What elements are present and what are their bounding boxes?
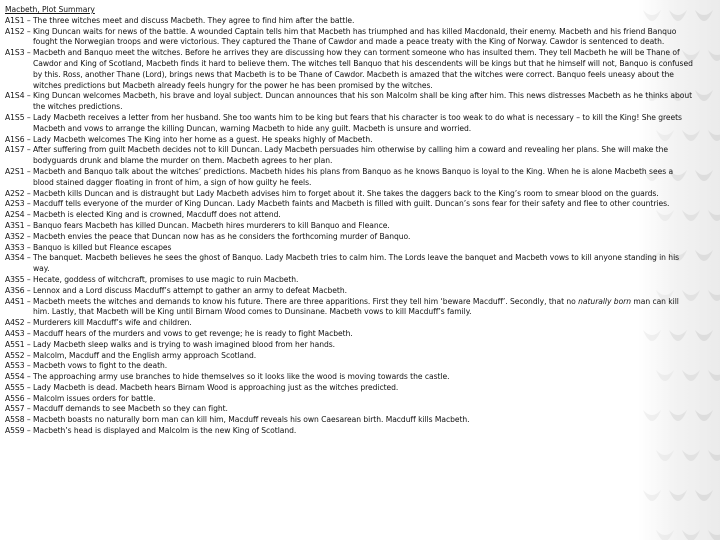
scene-separator: – <box>24 15 33 25</box>
scene-summary: Banquo fears Macbeth has killed Duncan. Macbeth hires murderers to kill Banquo and Fleance. <box>32 220 390 230</box>
scene-summary: Macbeth and Banquo meet the witches. Before he arrives they are discussing how they can torment someone who has insulted them. They tell Macbeth he will be Thane of Cawdor and King of Scotland, Macbeth finds it hard to believe them. The witches tell Banquo that his descendents will be kings but that he himself will not, Banquo is confused by this. Ross, another Thane (Lord), brings news that Macbeth is to be Thane of Cawdor. Macbeth is amazed that the witches were correct. Banquo feels uneasy about the witches predictions but Macbeth already feels hungry for the power he has been promised by the witches. <box>32 48 693 90</box>
pattern-motif <box>682 450 700 461</box>
scene-entry <box>5 210 695 221</box>
scene-separator: – <box>24 339 33 349</box>
pattern-motif <box>669 490 687 501</box>
scene-code: A1S4 <box>5 91 25 101</box>
scene-separator: – <box>24 26 33 36</box>
scene-separator: – <box>24 188 33 198</box>
scene-separator: – <box>24 210 33 220</box>
scene-separator: – <box>24 361 33 371</box>
scene-entry <box>5 167 695 189</box>
scene-code: A3S1 <box>5 220 25 230</box>
scene-separator: – <box>24 145 33 155</box>
scene-summary: King Duncan waits for news of the battle. A wounded Captain tells him that Macbeth has triumphed and has killed Macdonald, their enemy. Macbeth and his friend Banquo fought the Norwegian troops and were victorious. They captured the Thane of Cawdor and made a peace treaty with the King of Norway. Cawdor is sentenced to death. <box>32 26 677 47</box>
scene-code: A3S4 <box>5 253 25 263</box>
scene-separator: – <box>24 382 33 392</box>
scene-code: A3S2 <box>5 231 25 241</box>
scene-summary: Macduff tells everyone of the murder of King Duncan. Lady Macbeth faints and Macbeth is filled with guilt. Duncan’s sons fear for their safety and flee to other countries. <box>32 199 670 209</box>
scene-entry <box>5 221 695 232</box>
scene-separator: – <box>24 318 33 328</box>
scene-entry <box>5 91 695 113</box>
scene-entry <box>5 404 695 415</box>
scene-entry <box>5 232 695 243</box>
scene-summary: The approaching army use branches to hide themselves so it looks like the wood is moving towards the castle. <box>32 372 450 382</box>
entry-list <box>5 16 695 437</box>
scene-entry <box>5 48 695 91</box>
scene-summary: The three witches meet and discuss Macbeth. They agree to find him after the battle. <box>32 15 355 25</box>
scene-entry <box>5 189 695 200</box>
pattern-motif <box>708 370 720 381</box>
scene-entry <box>5 113 695 135</box>
scene-separator: – <box>24 231 33 241</box>
scene-summary: Macbeth and Banquo talk about the witches’ predictions. Macbeth hides his plans from Banquo as he knows Banquo is loyal to the King. When he is alone Macbeth sees a blood stained dagger floating in front of him, a sign of how guilty he feels. <box>32 166 674 187</box>
scene-entry <box>5 199 695 210</box>
scene-summary: Hecate, goddess of witchcraft, promises to use magic to ruin Macbeth. <box>32 274 299 284</box>
scene-separator: – <box>24 296 33 306</box>
scene-entry <box>5 145 695 167</box>
scene-summary: Macbeth kills Duncan and is distraught but Lady Macbeth advises him to forget about it. She takes the daggers back to the King’s room to smear blood on the guards. <box>32 188 659 198</box>
scene-code: A5S8 <box>5 415 25 425</box>
scene-code: A5S7 <box>5 404 25 414</box>
scene-code: A1S1 <box>5 15 25 25</box>
scene-code: A2S2 <box>5 188 25 198</box>
scene-code: A1S2 <box>5 26 25 36</box>
scene-summary: Macbeth vows to fight to the death. <box>32 361 168 371</box>
scene-separator: – <box>24 48 33 58</box>
scene-summary: Lady Macbeth is dead. Macbeth hears Birnam Wood is approaching just as the witches predicted. <box>32 382 399 392</box>
scene-summary: Banquo is killed but Fleance escapes <box>32 242 172 252</box>
scene-separator: – <box>24 415 33 425</box>
scene-summary: Macbeth boasts no naturally born man can kill him, Macduff reveals his own Caesarean birth. Macduff kills Macbeth. <box>32 415 470 425</box>
scene-code: A3S3 <box>5 242 25 252</box>
pattern-motif <box>695 170 713 181</box>
scene-code: A4S1 <box>5 296 25 306</box>
scene-code: A5S1 <box>5 339 25 349</box>
scene-separator: – <box>24 426 33 436</box>
scene-separator: – <box>24 372 33 382</box>
pattern-motif <box>656 450 674 461</box>
scene-summary: Macbeth envies the peace that Duncan now has as he considers the forthcoming murder of Banquo. <box>32 231 411 241</box>
scene-code: A2S4 <box>5 210 25 220</box>
pattern-motif <box>695 490 713 501</box>
pattern-motif <box>708 290 720 301</box>
scene-separator: – <box>24 199 33 209</box>
emphasis-text: naturally born <box>578 296 632 306</box>
scene-code: A5S4 <box>5 372 25 382</box>
pattern-motif <box>708 450 720 461</box>
scene-separator: – <box>24 91 33 101</box>
scene-code: A5S2 <box>5 350 25 360</box>
scene-summary: After suffering from guilt Macbeth decides not to kill Duncan. Lady Macbeth persuades him otherwise by calling him a coward and revealing her plans. She will make the bodyguards drunk and blame the murder on them. Macbeth agrees to her plan. <box>32 145 668 166</box>
scene-code: A3S5 <box>5 274 25 284</box>
pattern-motif <box>695 90 713 101</box>
scene-code: A1S3 <box>5 48 25 58</box>
scene-code: A2S3 <box>5 199 25 209</box>
pattern-motif <box>708 130 720 141</box>
scene-summary: The banquet. Macbeth believes he sees the ghost of Banquo. Lady Macbeth tries to calm him. The Lords leave the banquet and Macbeth vows to kill anyone standing in his way. <box>32 253 680 274</box>
scene-entry <box>5 135 695 146</box>
scene-entry <box>5 415 695 426</box>
pattern-motif <box>643 490 661 501</box>
scene-summary: Lady Macbeth sleep walks and is trying to wash imagined blood from her hands. <box>32 339 336 349</box>
scene-summary: King Duncan welcomes Macbeth, his brave and loyal subject. Duncan announces that his son Malcolm shall be king after him. This news distresses Macbeth as he thinks about the witches predictions. <box>32 91 693 112</box>
scene-entry <box>5 297 695 319</box>
scene-entry <box>5 318 695 329</box>
scene-separator: – <box>24 166 33 176</box>
scene-separator: – <box>24 253 33 263</box>
scene-summary: Macbeth’s head is displayed and Malcolm is the new King of Scotland. <box>32 426 297 436</box>
scene-summary: Macbeth is elected King and is crowned, Macduff does not attend. <box>32 210 281 220</box>
scene-entry <box>5 253 695 275</box>
scene-separator: – <box>24 112 33 122</box>
pattern-motif <box>695 10 713 21</box>
pattern-motif <box>708 530 720 540</box>
scene-entry <box>5 383 695 394</box>
scene-summary: Lennox and a Lord discuss Macduff’s attempt to gather an army to defeat Macbeth. <box>32 285 347 295</box>
scene-separator: – <box>24 393 33 403</box>
scene-separator: – <box>24 285 33 295</box>
scene-entry <box>5 16 695 27</box>
scene-code: A4S3 <box>5 328 25 338</box>
scene-entry <box>5 351 695 362</box>
scene-entry <box>5 286 695 297</box>
plot-summary-document <box>5 5 695 437</box>
scene-summary: Macduff demands to see Macbeth so they can fight. <box>32 404 228 414</box>
scene-entry <box>5 426 695 437</box>
pattern-motif <box>695 330 713 341</box>
scene-code: A3S6 <box>5 285 25 295</box>
scene-entry <box>5 243 695 254</box>
scene-entry <box>5 372 695 383</box>
scene-summary: Macbeth meets the witches and demands to know his future. There are three apparitions. First they tell him ‘beware Macduff’. Secondly, that no naturally born man can kill him. Lastly, that Macbeth will be King until Birnam Wood comes to Dunsinane. Macbeth vows to kill Macduff’s family. <box>32 296 679 317</box>
scene-code: A1S6 <box>5 134 25 144</box>
pattern-motif <box>695 410 713 421</box>
scene-separator: – <box>24 350 33 360</box>
document-title: Macbeth, Plot Summary <box>5 5 95 14</box>
scene-entry <box>5 275 695 286</box>
pattern-motif <box>695 250 713 261</box>
scene-code: A5S3 <box>5 361 25 371</box>
scene-separator: – <box>24 328 33 338</box>
scene-entry <box>5 27 695 49</box>
scene-entry <box>5 340 695 351</box>
scene-summary: Malcolm issues orders for battle. <box>32 393 156 403</box>
scene-summary: Murderers kill Macduff’s wife and children. <box>32 318 192 328</box>
scene-code: A5S6 <box>5 393 25 403</box>
scene-summary: Lady Macbeth receives a letter from her husband. She too wants him to be king but fears that his character is too weak to do what is necessary – to kill the King! She greets Macbeth and vows to arrange the killing Duncan, warning Macbeth to hide any guilt. Macbeth is unsure and worried. <box>32 112 682 133</box>
scene-separator: – <box>24 220 33 230</box>
scene-code: A4S2 <box>5 318 25 328</box>
scene-entry <box>5 361 695 372</box>
pattern-motif <box>656 530 674 540</box>
scene-code: A5S5 <box>5 382 25 392</box>
pattern-motif <box>708 50 720 61</box>
scene-code: A1S7 <box>5 145 25 155</box>
scene-summary: Macduff hears of the murders and vows to get revenge; he is ready to fight Macbeth. <box>32 328 353 338</box>
pattern-motif <box>682 530 700 540</box>
pattern-motif <box>708 210 720 221</box>
scene-code: A5S9 <box>5 426 25 436</box>
scene-separator: – <box>24 242 33 252</box>
scene-summary: Malcolm, Macduff and the English army approach Scotland. <box>32 350 257 360</box>
scene-entry <box>5 394 695 405</box>
scene-code: A2S1 <box>5 166 25 176</box>
scene-summary: Lady Macbeth welcomes The King into her home as a guest. He speaks highly of Macbeth. <box>32 134 373 144</box>
scene-separator: – <box>24 134 33 144</box>
scene-separator: – <box>24 404 33 414</box>
scene-code: A1S5 <box>5 112 25 122</box>
scene-entry <box>5 329 695 340</box>
scene-separator: – <box>24 274 33 284</box>
